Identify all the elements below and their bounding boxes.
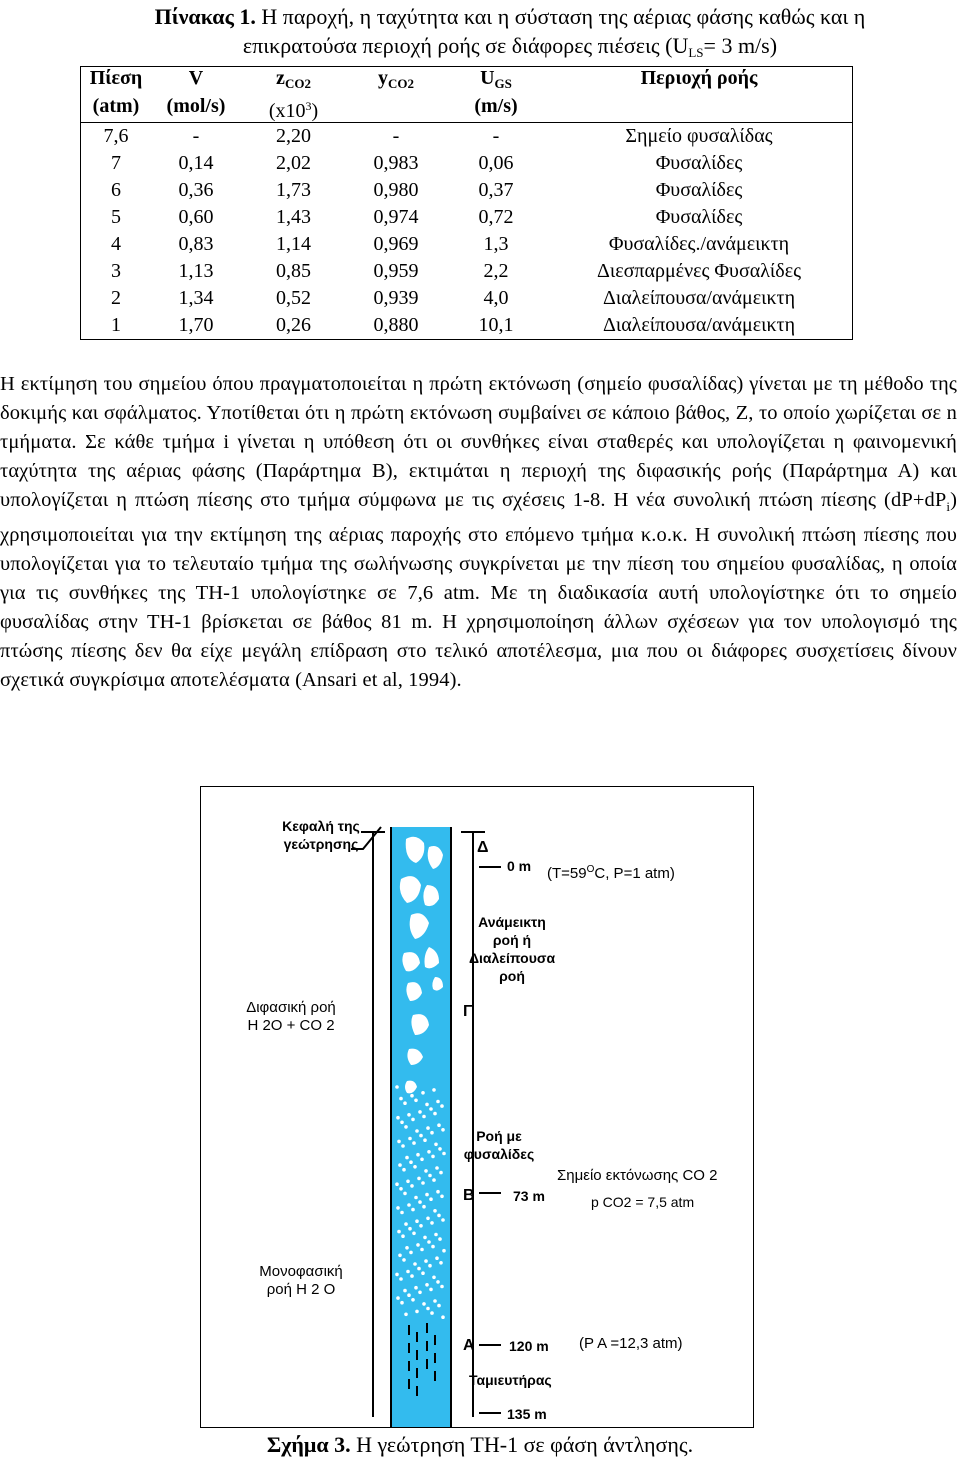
bubble (439, 1261, 443, 1265)
table-cell: - (492, 125, 500, 147)
bubble (431, 1155, 435, 1159)
label-mixed-flow (457, 913, 567, 985)
bubble (437, 1214, 441, 1218)
table-cell: 1 (111, 314, 121, 336)
bubble (404, 1313, 408, 1317)
label-cond-top-sup: O (586, 864, 595, 875)
label-cond-top (547, 861, 675, 883)
label-reservoir: Ταμιευτήρας (469, 1372, 552, 1388)
bubble (432, 1276, 436, 1280)
table-cell: 4 (111, 233, 121, 255)
table-caption-line2b: = 3 m/s) (703, 33, 778, 58)
table-cell: Διεσπαρμένες Φυσαλίδες (596, 260, 802, 282)
table-row (81, 258, 853, 285)
header-z-unit (241, 95, 346, 123)
header-z (241, 67, 346, 96)
paragraph-part2: ) χρησιμοποιείται για την εκτίμηση της αέριας παροχής στο επόμενο τμήμα κ.ο.κ. Η συνολική πτώση πίεσης που υπολογίζεται για το τελευταίο τμήμα της σωλήνωσης συγκρίνεται με την πίεση του σημείου φυσαλίδας, η οποία για τις συνθήκες της ΤΗ-1 υπολογίστηκε σε 7,6 atm. Με τη διαδικασία αυτή υπολογίστηκε ότι το σημείο φυσαλίδας στην ΤΗ-1 βρίσκεται σε βάθος 81 m. Η χρησιμοποίηση άλλων σχέσεων για τον υπολογισμό της πτώσης πίεσης δεν θα είχε μεγάλη επίδραση στο τελικό αποτέλεσμα, μια που οι διάφορες συσχετίσεις δίνουν σχετικά συγκρίσιμα αποτελέσματα (Ansari et al, 1994). (0, 489, 957, 692)
bubble (419, 1134, 423, 1138)
table-cell: Διαλείπουσα/ανάμεικτη (602, 287, 796, 309)
bubble (429, 1107, 433, 1111)
bubble (410, 1184, 414, 1188)
paragraph-part1: Η εκτίμηση του σημείου όπου πραγματοποιείται η πρώτη εκτόνωση (σημείο φυσαλίδας) γίνεται με τη μέθοδο της δοκιμής και σφάλματος. Υποτίθεται ότι η πρώτη εκτόνωση συμβαίνει σε κάποιο βάθος, Ζ, το οποίο χωρίζεται σε n τμήματα. Σε κάθε τμήμα i γίνεται η υπόθεση ότι οι συνθήκες είναι σταθερές και υπολογίζεται η φαινομενική ταχύτητα της αέριας φάσης (Παράρτημα Β), εκτιμάται η περιοχή της διφασικής ροής (Παράρτημα Α) και υπολογίζεται η πτώση πίεσης στο τμήμα σύμφωνα με τις σχέσεις 1-8. Η νέα συνολική πτώση πίεσης (dP+dP (0, 373, 957, 511)
label-pa: (P A =12,3 atm) (579, 1335, 683, 1352)
bubble (424, 1259, 428, 1263)
bubble (396, 1206, 400, 1210)
bubble (406, 1180, 410, 1184)
header-region: Περιοχή ροής (640, 67, 758, 89)
table-cell: 1,43 (276, 206, 311, 228)
bubble (402, 1258, 406, 1262)
bubble (426, 1126, 430, 1130)
bubble (404, 1222, 408, 1226)
bubble (400, 1211, 404, 1215)
table-cell: 0,14 (178, 152, 214, 174)
label-bubble-2: φυσαλίδες (463, 1146, 535, 1162)
label-two-phase (221, 999, 361, 1035)
bubble (422, 1115, 426, 1119)
header-u-unit: (m/s) (446, 95, 546, 123)
label-mixed-2: ροή ή (492, 932, 532, 948)
label-pco2: p CO2 = 7,5 atm (591, 1194, 695, 1210)
bubble (417, 1177, 421, 1181)
body-paragraph (0, 370, 957, 695)
table-cell: 4,0 (483, 287, 509, 309)
bubble (442, 1152, 446, 1156)
bubble (438, 1147, 442, 1151)
bubble (410, 1274, 414, 1278)
label-point-a: Α (463, 1337, 475, 1354)
table-cell: 5 (111, 206, 121, 228)
data-table (80, 66, 853, 340)
table-cell: Διαλείπουσα/ανάμεικτη (602, 314, 796, 336)
bubble (400, 1121, 404, 1125)
table-caption-label: Πίνακας 1. (154, 4, 256, 29)
paragraph-sub: i (946, 499, 951, 515)
header-pressure-unit: (atm) (81, 95, 152, 123)
bubble (426, 1217, 430, 1221)
label-two-phase-2: H 2O + CO 2 (247, 1017, 335, 1034)
table-cell: 0,939 (373, 287, 419, 309)
well-diagram (201, 787, 753, 1427)
table-cell: - (392, 125, 400, 147)
bubble (399, 1097, 403, 1101)
label-mixed-3: Διαλείπουσα (468, 950, 556, 966)
header-u-sym: U (480, 67, 495, 89)
bubble (432, 1088, 436, 1092)
header-z-sub: CO2 (284, 76, 311, 91)
label-wellhead (261, 817, 381, 853)
table-body (81, 123, 853, 340)
table-cell: 0,983 (373, 152, 419, 174)
label-mixed-1: Ανάμεικτη (478, 914, 546, 930)
table-cell: - (192, 125, 200, 147)
label-cond-top-a: (T=59 (547, 865, 587, 882)
bubble (425, 1103, 429, 1107)
header-pressure: Πίεση (89, 67, 143, 89)
bubble (418, 1200, 422, 1204)
label-flash-point: Σημείο εκτόνωσης CO 2 (557, 1167, 718, 1184)
table-cell: 1,14 (276, 233, 311, 255)
table-cell: 0,85 (276, 260, 311, 282)
bubble (430, 1311, 434, 1315)
label-point-g: Γ (463, 1003, 473, 1020)
bubble (425, 1283, 429, 1287)
table-cell: Φυσαλίδες (655, 179, 743, 201)
bubble (411, 1298, 415, 1302)
bubble (430, 1221, 434, 1225)
bubble (427, 1240, 431, 1244)
header-z-unit-b: ) (311, 100, 319, 122)
bubble (407, 1293, 411, 1297)
bubble (440, 1104, 444, 1108)
bubble (399, 1187, 403, 1191)
table-cell: 0,26 (276, 314, 311, 336)
bubble (414, 1099, 418, 1103)
bubble (403, 1289, 407, 1293)
table-row (81, 123, 853, 151)
bubble (437, 1123, 441, 1127)
bubble (396, 1116, 400, 1120)
label-bubble-flow (453, 1127, 545, 1163)
bubble (397, 1230, 401, 1234)
bubble (399, 1277, 403, 1281)
table-cell: 3 (111, 260, 121, 282)
bubble (435, 1256, 439, 1260)
table-cell: 0,959 (373, 260, 419, 282)
bubble (436, 1190, 440, 1194)
header-y-unit (346, 95, 446, 123)
bubble (410, 1094, 414, 1098)
bubble (408, 1137, 412, 1141)
figure-caption-label: Σχήμα 3. (266, 1432, 351, 1457)
bubble (402, 1168, 406, 1172)
bubble (397, 1140, 401, 1144)
bubble (436, 1280, 440, 1284)
label-wellhead-1: Κεφαλή της (282, 818, 360, 834)
bubble (433, 1112, 437, 1116)
table-cell: 1,3 (483, 233, 509, 255)
bubble (407, 1113, 411, 1117)
bubble (415, 1129, 419, 1133)
table-cell: 1,13 (178, 260, 214, 282)
figure-caption (0, 1432, 960, 1458)
bubble (420, 1158, 424, 1162)
table-cell: 0,980 (373, 179, 419, 201)
bubble (395, 1085, 399, 1089)
label-point-b: Β (463, 1187, 475, 1204)
table-row (81, 150, 853, 177)
label-depth-120: 120 m (509, 1338, 549, 1354)
bubble (412, 1232, 416, 1236)
bubble (425, 1193, 429, 1197)
bubble (411, 1208, 415, 1212)
bubble (396, 1296, 400, 1300)
label-single-1: Μονοφασική (259, 1263, 343, 1280)
bubble (427, 1150, 431, 1154)
header-u-sub: GS (494, 76, 512, 91)
label-cond-top-b: C, P=1 atm) (594, 865, 675, 882)
bubble (418, 1291, 422, 1295)
bubble (395, 1273, 399, 1277)
bubble (401, 1234, 405, 1238)
bubble (435, 1166, 439, 1170)
table-cell: 0,37 (478, 179, 514, 201)
table-caption-sub: LS (688, 45, 704, 60)
bubble (434, 1143, 438, 1147)
bubble (440, 1285, 444, 1289)
bubble (422, 1205, 426, 1209)
bubble (442, 1249, 446, 1253)
bubble (417, 1267, 421, 1271)
table-cell: 0,974 (373, 206, 419, 228)
bubble (431, 1245, 435, 1249)
header-region-unit (546, 95, 853, 123)
bubble (414, 1286, 418, 1290)
bubble (414, 1196, 418, 1200)
label-mixed-4: ροή (499, 968, 525, 984)
table-cell: 2,2 (483, 260, 509, 282)
label-depth-135: 135 m (507, 1406, 547, 1422)
bubble (429, 1288, 433, 1292)
table-cell: Φυσαλίδες./ανάμεικτη (608, 233, 790, 255)
bubble (398, 1163, 402, 1167)
bubble (441, 1218, 445, 1222)
bubble (406, 1270, 410, 1274)
bubble (398, 1254, 402, 1258)
bubble (434, 1233, 438, 1237)
bubble (413, 1165, 417, 1169)
bubble (422, 1302, 426, 1306)
table-cell: Σημείο φυσαλίδας (625, 125, 773, 147)
bubble (400, 1301, 404, 1305)
figure-caption-text: Η γεώτρηση ΤΗ-1 σε φάση άντλησης. (350, 1432, 694, 1457)
table-cell: 1,70 (178, 314, 214, 336)
header-z-unit-sup: 3 (305, 99, 312, 113)
bubble (432, 1178, 436, 1182)
header-z-sym: z (276, 67, 285, 89)
table-cell: 0,83 (178, 233, 214, 255)
bubble (423, 1138, 427, 1142)
bubble (415, 1219, 419, 1223)
table-cell: 6 (111, 179, 121, 201)
bubble (441, 1315, 445, 1319)
table-row (81, 177, 853, 204)
table-cell: 7 (111, 152, 121, 174)
table-caption-line1: Η παροχή, η ταχύτητα και η σύσταση της αέριας φάσης καθώς και η (261, 4, 866, 29)
bubble (409, 1251, 413, 1255)
label-depth-73: 73 m (513, 1188, 545, 1204)
table-cell: 0,60 (178, 206, 214, 228)
bubble (419, 1224, 423, 1228)
header-v-unit: (mol/s) (151, 95, 241, 123)
label-single-2: ροή H 2 O (266, 1281, 336, 1298)
table-cell: Φυσαλίδες (655, 206, 743, 228)
bubble (441, 1128, 445, 1132)
bubble (421, 1271, 425, 1275)
bubble (421, 1091, 425, 1095)
bubble (436, 1100, 440, 1104)
well-figure (200, 786, 754, 1428)
bubble (415, 1310, 419, 1314)
bubble (433, 1299, 437, 1303)
bubble (424, 1169, 428, 1173)
bubble (440, 1195, 444, 1199)
label-point-d: Δ (477, 839, 489, 856)
label-two-phase-1: Διφασική ροή (246, 999, 336, 1016)
table-cell: 2,20 (276, 125, 311, 147)
bubble (426, 1307, 430, 1311)
bubble (430, 1131, 434, 1135)
header-y (346, 67, 446, 96)
bubble (395, 1182, 399, 1186)
table-row (81, 312, 853, 340)
bubble (412, 1141, 416, 1145)
bubble (429, 1197, 433, 1201)
bubble (408, 1227, 412, 1231)
table-cell: 0,36 (178, 179, 214, 201)
bubble (404, 1125, 408, 1129)
table-cell: 0,52 (276, 287, 311, 309)
header-z-unit-a: (x10 (268, 100, 306, 122)
bubble (416, 1243, 420, 1247)
table-cell: 0,72 (478, 206, 514, 228)
table-cell: 2,02 (276, 152, 311, 174)
table-row (81, 204, 853, 231)
bubble (403, 1192, 407, 1196)
table-cell: 1,73 (276, 179, 311, 201)
bubble (416, 1153, 420, 1157)
bubble (411, 1118, 415, 1122)
table-caption-line2a: επικρατούσα περιοχή ροής σε διάφορες πιέσεις (U (242, 33, 689, 58)
bubble (413, 1262, 417, 1266)
bubble (439, 1171, 443, 1175)
bubble (428, 1264, 432, 1268)
header-v: V (188, 67, 204, 89)
bubble (433, 1209, 437, 1213)
bubble (423, 1236, 427, 1240)
bubble (428, 1174, 432, 1178)
bubble (421, 1181, 425, 1185)
table-caption (80, 2, 940, 67)
table-row (81, 285, 853, 312)
bubble (401, 1144, 405, 1148)
table-cell: 2 (111, 287, 121, 309)
table-cell: Φυσαλίδες (655, 152, 743, 174)
table-row (81, 231, 853, 258)
bubble (405, 1246, 409, 1250)
header-y-sub: CO2 (388, 76, 414, 91)
header-y-sym: y (378, 67, 388, 89)
table-cell: 0,880 (373, 314, 419, 336)
label-depth-0: 0 m (507, 858, 532, 874)
table-cell: 1,34 (178, 287, 214, 309)
bubble (420, 1248, 424, 1252)
bubble (407, 1203, 411, 1207)
label-single-phase (231, 1263, 371, 1299)
bubble (409, 1160, 413, 1164)
table-cell: 0,969 (373, 233, 419, 255)
header-u (446, 67, 546, 96)
bubble (437, 1304, 441, 1308)
bubble (418, 1110, 422, 1114)
label-wellhead-2: γεώτρησης (283, 836, 359, 852)
label-bubble-1: Ροή με (476, 1128, 522, 1144)
bubble (405, 1156, 409, 1160)
table-cell: 7,6 (103, 125, 129, 147)
bubble (403, 1101, 407, 1105)
table-cell: 10,1 (478, 314, 514, 336)
table-cell: 0,06 (478, 152, 514, 174)
bubble (438, 1237, 442, 1241)
